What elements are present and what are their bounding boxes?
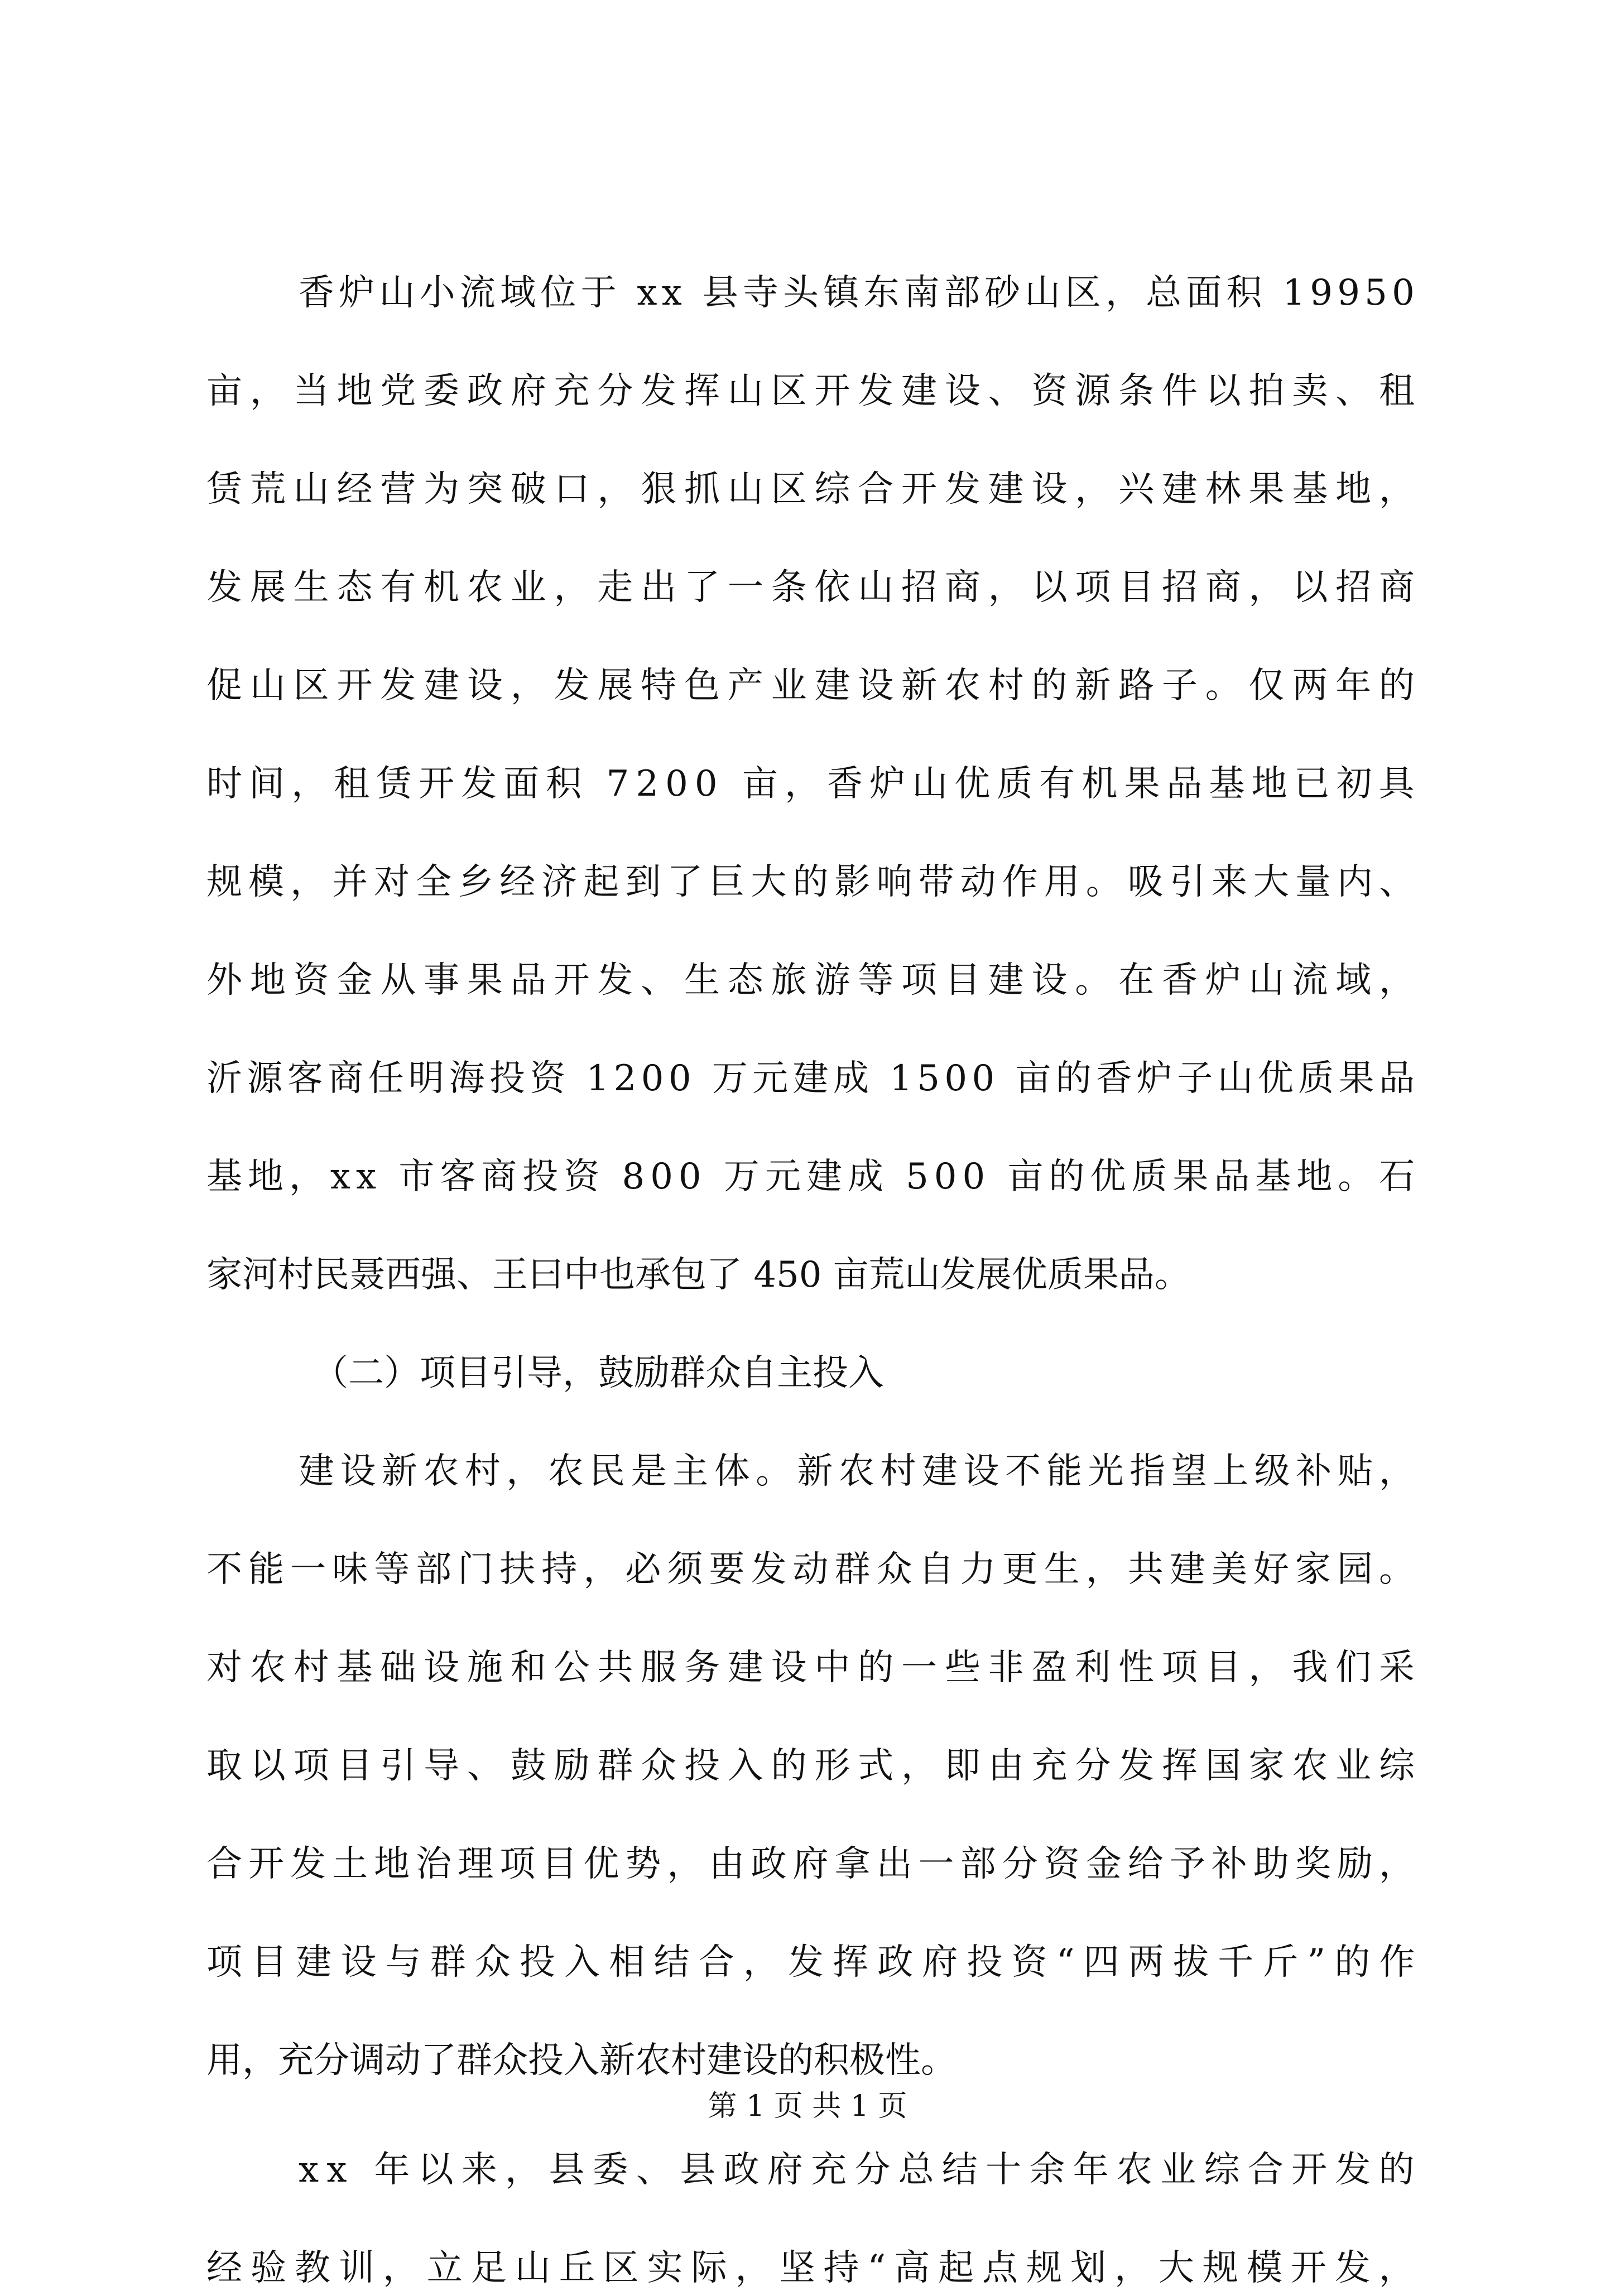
text-line: 取以项目引导、鼓励群众投入的形式，即由充分发挥国家农业综	[206, 1745, 1422, 1787]
text-line: xx 年以来，县委、县政府充分总结十余年农业综合开发的	[299, 2149, 1422, 2191]
text-line: 亩，当地党委政府充分发挥山区开发建设、资源条件以拍卖、租	[206, 370, 1422, 412]
text-line: 香炉山小流域位于 xx 县寺头镇东南部砂山区，总面积 19950	[299, 272, 1420, 314]
text-line: 家河村民聂西强、王曰中也承包了 450 亩荒山发展优质果品。	[206, 1254, 1190, 1296]
text-line: 经验教训，立足山丘区实际，坚持“高起点规划，大规模开发，	[206, 2247, 1423, 2289]
text-line: 对农村基础设施和公共服务建设中的一些非盈利性项目，我们采	[206, 1647, 1422, 1688]
text-line: 项目建设与群众投入相结合，发挥政府投资“四两拔千斤”的作	[206, 1942, 1424, 1983]
text-line: 促山区开发建设，发展特色产业建设新农村的新路子。仅两年的	[206, 665, 1422, 706]
text-line: 外地资金从事果品开发、生态旅游等项目建设。在香炉山流域，	[206, 960, 1422, 1001]
text-line: 时间，租赁开发面积 7200 亩，香炉山优质有机果品基地已初具	[206, 763, 1421, 805]
text-line: 规模，并对全乡经济起到了巨大的影响带动作用。吸引来大量内、	[206, 861, 1421, 903]
text-line: 赁荒山经营为突破口，狠抓山区综合开发建设，兴建林果基地，	[206, 469, 1422, 510]
text-line: 沂源客商任明海投资 1200 万元建成 1500 亩的香炉子山优质果品	[206, 1058, 1420, 1099]
section-heading: （二）项目引导，鼓励群众自主投入	[313, 1352, 884, 1394]
text-line: 用，充分调动了群众投入新农村建设的积极性。	[206, 2040, 956, 2081]
page-number-footer: 第 1 页 共 1 页	[708, 2090, 907, 2123]
text-line: 发展生态有机农业，走出了一条依山招商，以项目招商，以招商	[206, 567, 1422, 608]
text-line: 合开发土地治理项目优势，由政府拿出一部分资金给予补助奖励，	[206, 1843, 1421, 1885]
text-line: 建设新农村，农民是主体。新农村建设不能光指望上级补贴，	[299, 1451, 1421, 1492]
text-line: 不能一味等部门扶持，必须要发动群众自力更生，共建美好家园。	[206, 1549, 1421, 1590]
text-line: 基地，xx 市客商投资 800 万元建成 500 亩的优质果品基地。石	[206, 1156, 1421, 1197]
